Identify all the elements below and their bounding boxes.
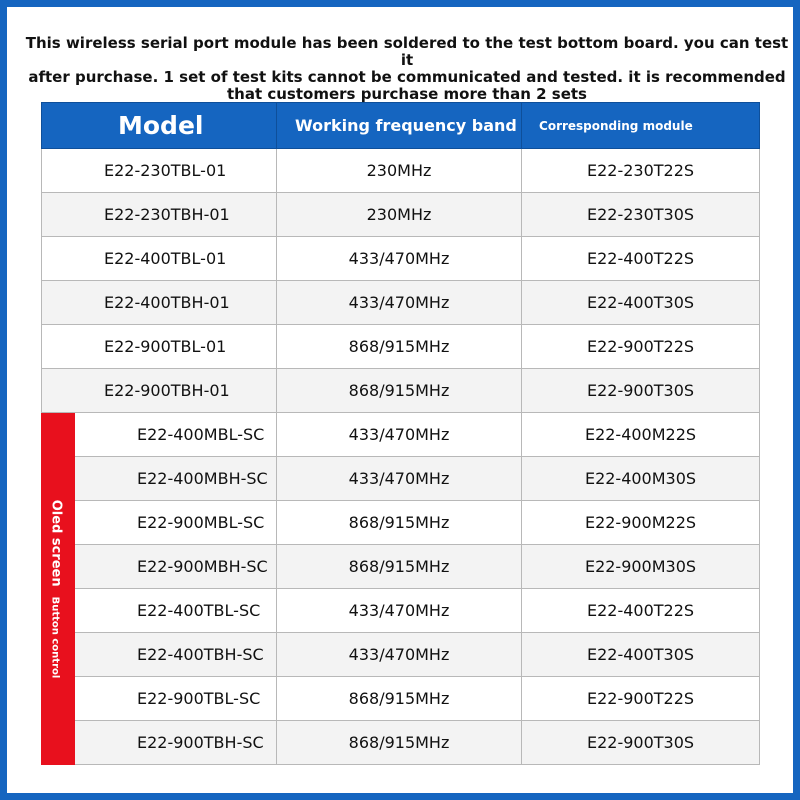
band-cell: 868/915MHz — [277, 545, 522, 589]
table-header-row — [42, 103, 760, 149]
purchase-notice — [21, 35, 793, 103]
module-cell: E22-230T22S — [522, 149, 760, 193]
table-row — [42, 589, 760, 633]
model-cell: E22-900TBH-SC — [75, 721, 277, 765]
band-cell: 868/915MHz — [277, 721, 522, 765]
table-row — [42, 501, 760, 545]
model-cell: E22-230TBH-01 — [42, 193, 277, 237]
model-cell: E22-400TBH-SC — [75, 633, 277, 677]
module-cell: E22-400T30S — [522, 281, 760, 325]
model-table — [41, 102, 760, 765]
band-cell: 230MHz — [277, 193, 522, 237]
band-cell: 433/470MHz — [277, 413, 522, 457]
module-cell: E22-900M30S — [522, 545, 760, 589]
table-row — [42, 281, 760, 325]
table-row — [42, 633, 760, 677]
module-cell: E22-900T30S — [522, 721, 760, 765]
module-cell: E22-230T30S — [522, 193, 760, 237]
band-cell: 433/470MHz — [277, 237, 522, 281]
model-table-container — [41, 102, 759, 763]
module-cell: E22-400M30S — [522, 457, 760, 501]
module-cell: E22-900M22S — [522, 501, 760, 545]
module-cell: E22-400T22S — [522, 589, 760, 633]
model-cell: E22-900MBL-SC — [75, 501, 277, 545]
header-module: Corresponding module — [522, 103, 760, 149]
table-row — [42, 369, 760, 413]
oled-screen-label: Oled screen — [48, 499, 64, 587]
module-cell: E22-400M22S — [522, 413, 760, 457]
table-row — [42, 193, 760, 237]
model-cell: E22-900TBL-01 — [42, 325, 277, 369]
notice-line-1: This wireless serial port module has been soldered to the test bottom board. you can test it — [25, 34, 789, 69]
header-model: Model — [42, 103, 277, 149]
band-cell: 433/470MHz — [277, 633, 522, 677]
band-cell: 433/470MHz — [277, 457, 522, 501]
model-cell: E22-900MBH-SC — [75, 545, 277, 589]
module-cell: E22-900T22S — [522, 325, 760, 369]
model-cell: E22-400TBL-SC — [75, 589, 277, 633]
oled-group-label-text — [49, 499, 68, 678]
module-cell: E22-400T22S — [522, 237, 760, 281]
table-body — [42, 149, 760, 765]
model-cell: E22-400MBL-SC — [75, 413, 277, 457]
model-cell: E22-400TBH-01 — [42, 281, 277, 325]
band-cell: 868/915MHz — [277, 369, 522, 413]
notice-line-2: after purchase. 1 set of test kits cannot be communicated and tested. it is recommended — [28, 68, 786, 86]
table-row — [42, 677, 760, 721]
band-cell: 433/470MHz — [277, 589, 522, 633]
table-row — [42, 721, 760, 765]
table-row — [42, 457, 760, 501]
model-cell: E22-900TBL-SC — [75, 677, 277, 721]
band-cell: 868/915MHz — [277, 677, 522, 721]
band-cell: 230MHz — [277, 149, 522, 193]
band-cell: 433/470MHz — [277, 281, 522, 325]
model-cell: E22-230TBL-01 — [42, 149, 277, 193]
band-cell: 868/915MHz — [277, 325, 522, 369]
model-cell: E22-900TBH-01 — [42, 369, 277, 413]
oled-group-label — [42, 413, 75, 765]
table-row — [42, 545, 760, 589]
table-row — [42, 237, 760, 281]
button-control-label: Button control — [49, 596, 61, 678]
band-cell: 868/915MHz — [277, 501, 522, 545]
module-cell: E22-900T30S — [522, 369, 760, 413]
module-cell: E22-900T22S — [522, 677, 760, 721]
table-row — [42, 413, 760, 457]
notice-line-3: that customers purchase more than 2 sets — [227, 85, 587, 103]
header-band: Working frequency band — [277, 103, 522, 149]
model-cell: E22-400MBH-SC — [75, 457, 277, 501]
table-row — [42, 325, 760, 369]
module-cell: E22-400T30S — [522, 633, 760, 677]
model-cell: E22-400TBL-01 — [42, 237, 277, 281]
table-row — [42, 149, 760, 193]
